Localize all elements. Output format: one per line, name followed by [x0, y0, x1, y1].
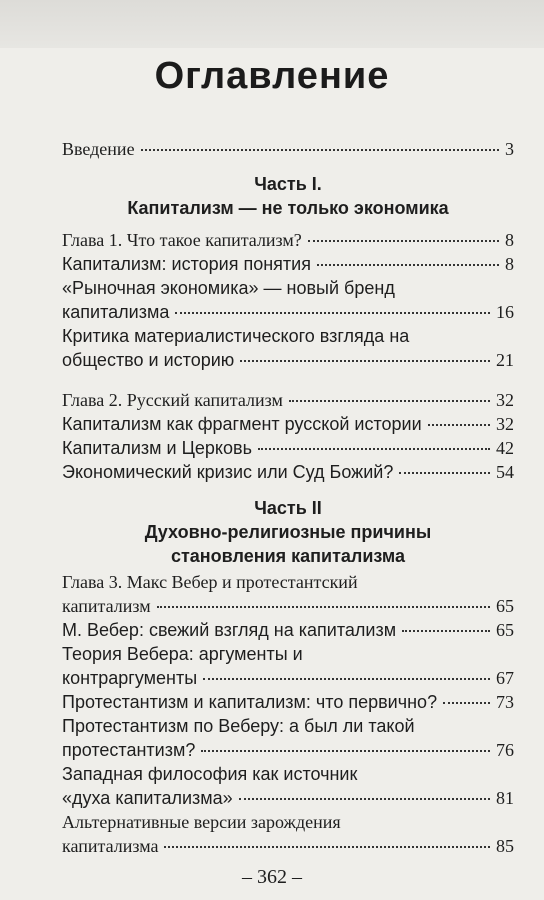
toc-entry-label: Капитализм: история понятия: [62, 254, 311, 274]
toc-page-number: 3: [505, 139, 514, 159]
toc-entry-ch3-s6[interactable]: [62, 810, 514, 858]
page-folio: – 362 –: [242, 866, 302, 888]
toc-page-number: 54: [496, 462, 514, 482]
dot-leader: [402, 630, 490, 632]
dot-leader: [428, 424, 490, 426]
dot-leader: [399, 472, 490, 474]
toc-page-number: 65: [496, 596, 514, 616]
dot-leader: [141, 149, 499, 151]
toc-entry-first-line: Глава 3. Макс Вебер и протестантский: [62, 572, 358, 592]
toc-page-number: 42: [496, 438, 514, 458]
dot-leader: [317, 264, 499, 266]
toc-entry-ch2-s3[interactable]: [62, 460, 514, 484]
faded-previous-page-strip: [0, 0, 544, 48]
toc-entry-label: капитализма: [62, 836, 159, 856]
toc-entry-label: Глава 1. Что такое капитализм?: [62, 230, 302, 250]
part-2-heading: Часть II: [254, 498, 322, 518]
dot-leader: [201, 750, 490, 752]
toc-entry-ch1-s3[interactable]: [62, 324, 514, 372]
toc-entry-label: капитализм: [62, 596, 151, 616]
toc-entry-label: М. Вебер: свежий взгляд на капитализм: [62, 620, 397, 640]
dot-leader: [175, 312, 490, 314]
toc-entry-label: протестантизм?: [62, 740, 196, 760]
toc-entry-ch3-s3[interactable]: [62, 690, 514, 714]
dot-leader: [289, 400, 490, 402]
toc-entry-label: капитализма: [62, 302, 170, 322]
toc-entry-label: контраргументы: [62, 668, 198, 688]
toc-entry-first-line: Западная философия как источник: [62, 764, 358, 784]
toc-entry-first-line: Критика материалистического взгляда на: [62, 326, 410, 346]
dot-leader: [164, 846, 490, 848]
toc-page-number: 32: [496, 414, 514, 434]
toc-page-number: 67: [496, 668, 514, 688]
toc-entry-label: Введение: [62, 139, 135, 159]
dot-leader: [258, 448, 490, 450]
toc-page-number: 65: [496, 620, 514, 640]
toc-page-number: 73: [496, 692, 514, 712]
toc-entry-chapter-1[interactable]: [62, 228, 514, 252]
toc-entry-label: Экономический кризис или Суд Божий?: [62, 462, 394, 482]
dot-leader: [239, 798, 490, 800]
toc-page-number: 8: [505, 254, 514, 274]
dot-leader: [443, 702, 490, 704]
toc-entry-label: Капитализм и Церковь: [62, 438, 252, 458]
toc-entry-label: общество и историю: [62, 350, 235, 370]
toc-page-number: 85: [496, 836, 514, 856]
toc-entry-ch3-s1[interactable]: [62, 618, 514, 642]
toc-page-number: 76: [496, 740, 514, 760]
toc-entry-intro[interactable]: [62, 137, 514, 161]
toc-page-number: 8: [505, 230, 514, 250]
toc-entry-chapter-2[interactable]: [62, 388, 514, 412]
part-2-subtitle-line-2: становления капитализма: [170, 546, 406, 566]
toc-page-number: 16: [496, 302, 514, 322]
toc-page-number: 21: [496, 350, 514, 370]
toc-entry-ch3-s2[interactable]: [62, 642, 514, 690]
part-1-heading: Часть I.: [254, 174, 322, 194]
toc-entry-ch2-s1[interactable]: [62, 412, 514, 436]
toc-entry-ch3-s5[interactable]: [62, 762, 514, 810]
toc-entry-first-line: «Рыночная экономика» — новый бренд: [62, 278, 395, 298]
dot-leader: [308, 240, 499, 242]
dot-leader: [240, 360, 490, 362]
toc-entry-ch1-s2[interactable]: [62, 276, 514, 324]
toc-page-number: 32: [496, 390, 514, 410]
part-2-subtitle-line-1: Духовно-религиозные причины: [144, 522, 432, 542]
toc-page-number: 81: [496, 788, 514, 808]
toc-entry-chapter-3[interactable]: [62, 570, 514, 618]
toc-entry-label: Протестантизм и капитализм: что первично?: [62, 692, 438, 712]
toc-entry-ch2-s2[interactable]: [62, 436, 514, 460]
toc-entry-label: Глава 2. Русский капитализм: [62, 390, 283, 410]
toc-entry-ch3-s4[interactable]: [62, 714, 514, 762]
toc-entry-first-line: Протестантизм по Веберу: а был ли такой: [62, 716, 415, 736]
toc-entry-label: Капитализм как фрагмент русской истории: [62, 414, 422, 434]
dot-leader: [157, 606, 490, 608]
page-title: Оглавление: [154, 55, 390, 97]
toc-entry-first-line: Теория Вебера: аргументы и: [62, 644, 303, 664]
toc-entry-ch1-s1[interactable]: [62, 252, 514, 276]
toc-entry-label: «духа капитализма»: [62, 788, 233, 808]
dot-leader: [203, 678, 490, 680]
part-1-subtitle: Капитализм — не только экономика: [127, 198, 449, 218]
toc-entry-first-line: Альтернативные версии зарождения: [62, 812, 341, 832]
